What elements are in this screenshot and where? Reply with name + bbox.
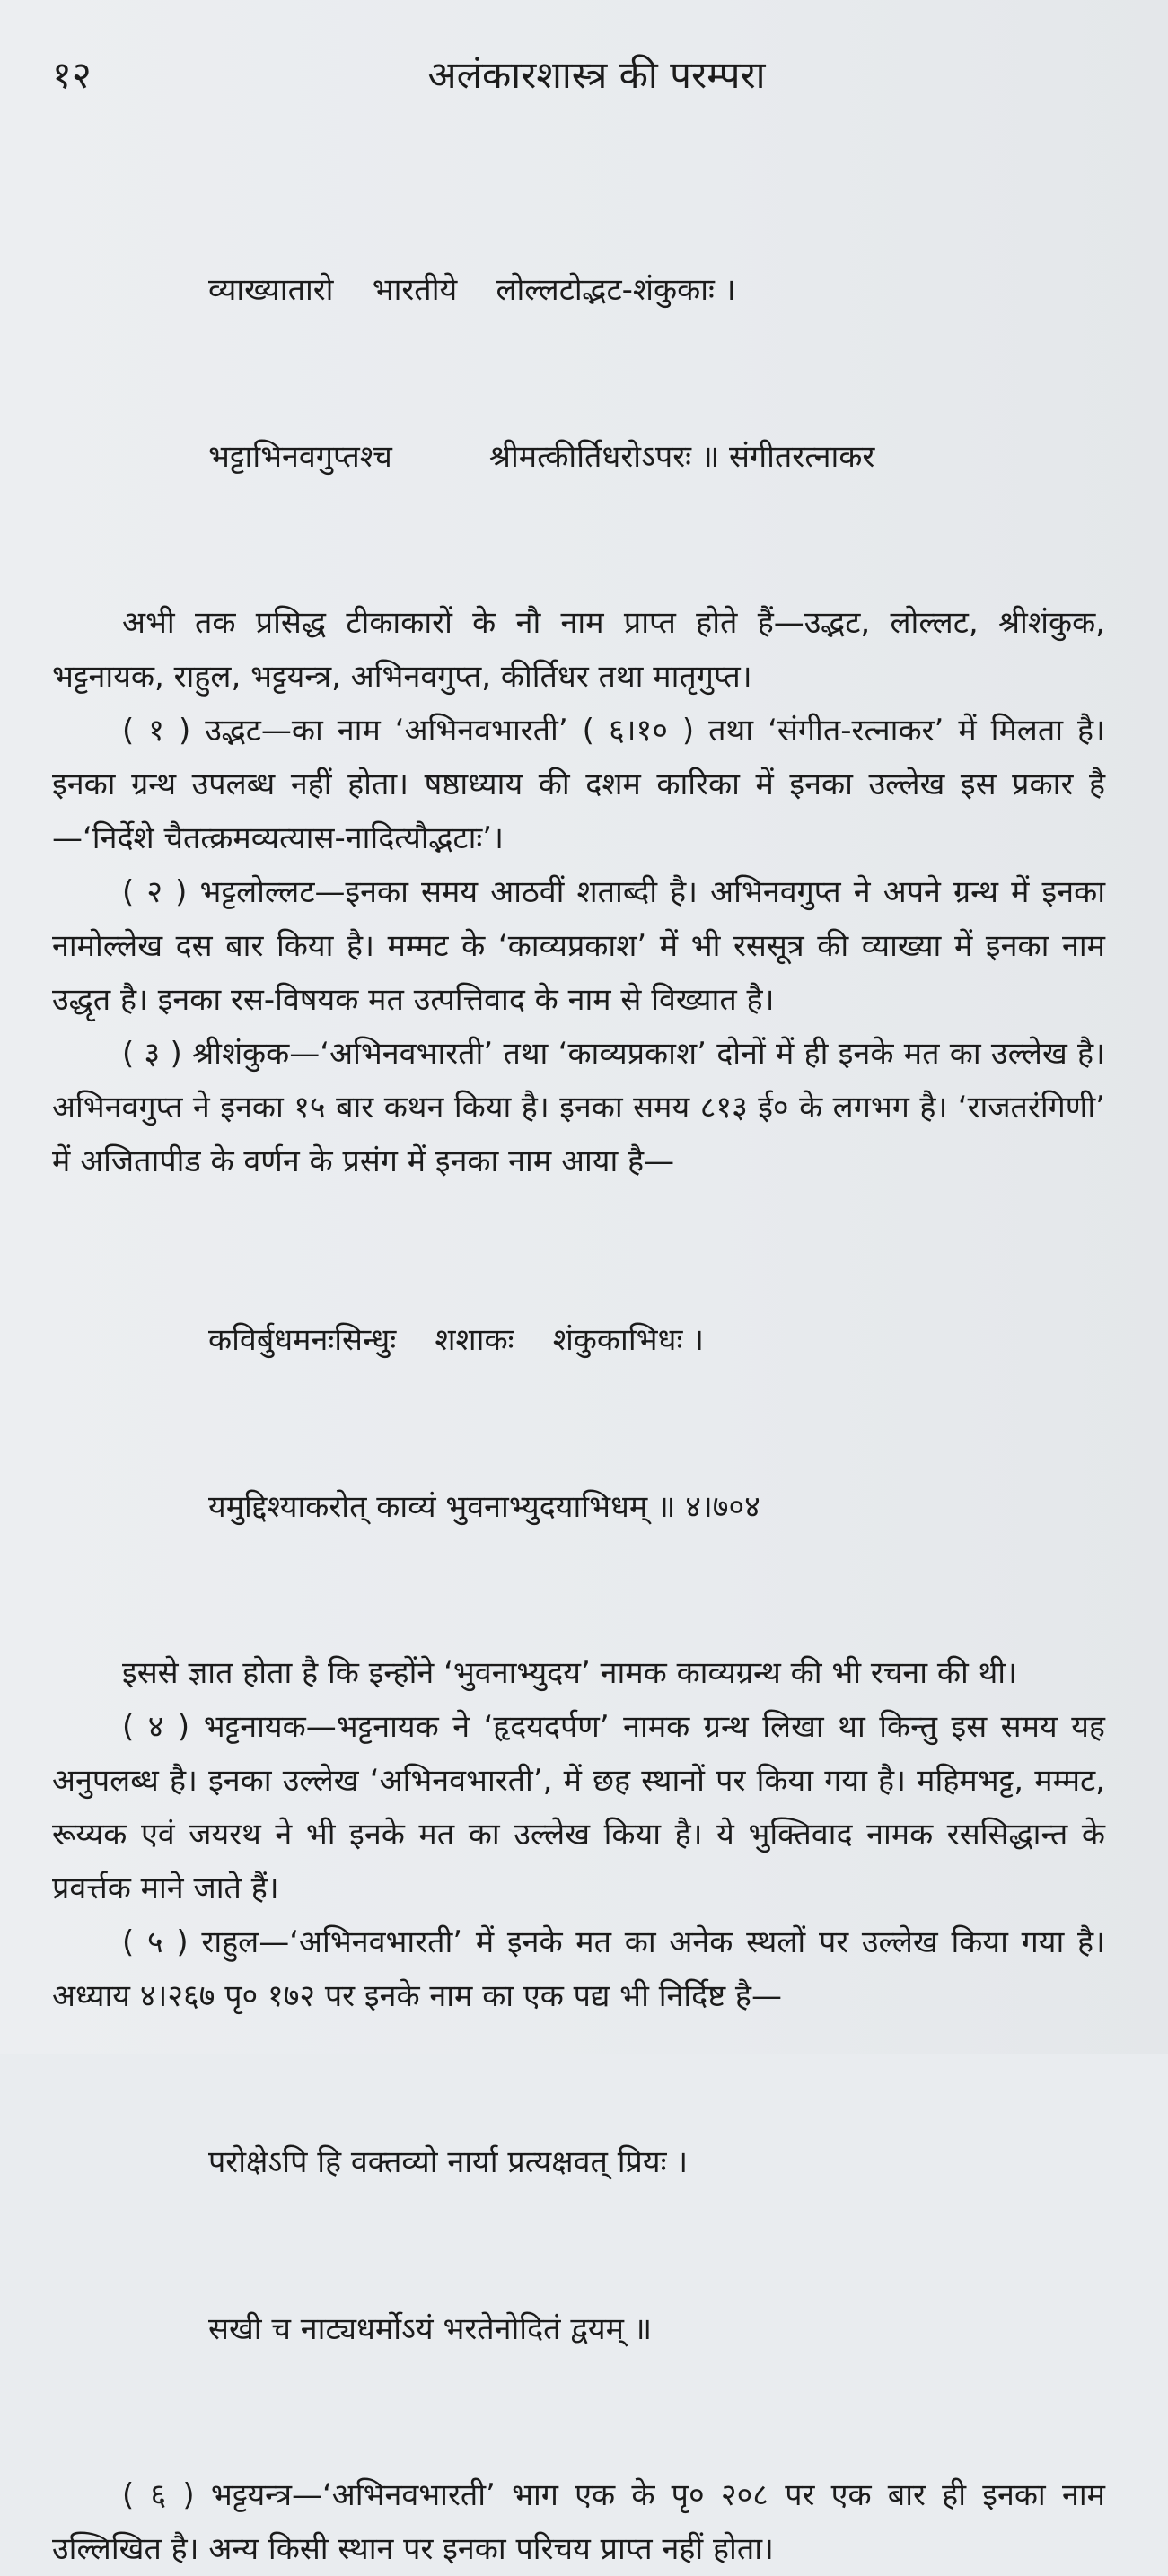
verse-block-rahula bbox=[52, 2023, 1105, 2468]
verse-line: परोक्षेऽपि हि वक्तव्यो नार्या प्रत्यक्षवत् प्रियः । bbox=[208, 2144, 689, 2180]
intro-paragraph: अभी तक प्रसिद्ध टीकाकारों के नौ नाम प्राप्त होते हैं—उद्भट, लोल्लट, श्रीशंकुक, भट्टनायक, राहुल, भट्टयन्त्र, अभिनवगुप्त, कीर्तिधर तथा मातृगुप्त। bbox=[52, 605, 1105, 695]
verse-line: कविर्बुधमनःसिन्धुः शशाकः शंकुकाभिधः । bbox=[208, 1322, 705, 1358]
page-number: १२ bbox=[52, 53, 92, 97]
verse-block-rajatarangini bbox=[52, 1201, 1105, 1646]
paragraph-shrishankuka: ( ३ ) श्रीशंकुक—‘अभिनवभारती’ तथा ‘काव्यप्रकाश’ दोनों में ही इनके मत का उल्लेख है। अभिनवगुप्त ने इनका १५ बार कथन किया है। इनका समय ८१३ ई० के लगभग है। ‘राजतरंगिणी’ में अजितापीड के वर्णन के प्रसंग में इनका नाम आया है— bbox=[52, 1036, 1105, 1179]
verse-line: यमुद्दिश्याकरोत् काव्यं भुवनाभ्युदयाभिधम् ॥ ४।७०४ bbox=[208, 1489, 760, 1525]
verse-line: भट्टाभिनवगुप्तश्च श्रीमत्कीर्तिधरोऽपरः ॥ संगीतरत्नाकर bbox=[208, 439, 875, 475]
paragraph-rahula: ( ५ ) राहुल—‘अभिनवभारती’ में इनके मत का अनेक स्थलों पर उल्लेख किया गया है। अध्याय ४।२६७ पृ० १७२ पर इनके नाम का एक पद्य भी निर्दिष्ट है— bbox=[52, 1924, 1105, 2014]
page-header bbox=[52, 50, 1105, 104]
verse-block-sangitaratnakara bbox=[52, 151, 1105, 596]
verse-line: व्याख्यातारो भारतीये लोल्लटोद्भट-शंकुकाः । bbox=[208, 272, 736, 308]
verse-line: सखी च नाट्यधर्मोऽयं भरतेनोदितं द्वयम् ॥ bbox=[208, 2311, 653, 2347]
paragraph-bhattanayaka: ( ४ ) भट्टनायक—भट्टनायक ने ‘हृदयदर्पण’ नामक ग्रन्थ लिखा था किन्तु इस समय यह अनुपलब्ध है। इनका उल्लेख ‘अभिनवभारती’, में छह स्थानों पर किया गया है। महिमभट्ट, मम्मट, रूय्यक एवं जयरथ ने भी इनके मत का उल्लेख किया है। ये भुक्तिवाद नामक रससिद्धान्त के प्रवर्त्तक माने जाते हैं। bbox=[52, 1709, 1105, 1906]
paragraph-udbhata: ( १ ) उद्भट—का नाम ‘अभिनवभारती’ ( ६।१० ) तथा ‘संगीत-रत्नाकर’ में मिलता है। इनका ग्रन्थ उपलब्ध नहीं होता। षष्ठाध्याय की दशम कारिका में इनका उल्लेख इस प्रकार है—‘निर्देशे चैतत्क्रमव्यत्यास-नादित्यौद्भटाः’। bbox=[52, 713, 1105, 856]
paragraph-bhattalollata: ( २ ) भट्टलोल्लट—इनका समय आठवीं शताब्दी है। अभिनवगुप्त ने अपने ग्रन्थ में इनका नामोल्लेख दस बार किया है। मम्मट के ‘काव्यप्रकाश’ में भी रससूत्र की व्याख्या में इनका नाम उद्धृत है। इनका रस-विषयक मत उत्पत्तिवाद के नाम से विख्यात है। bbox=[52, 874, 1105, 1018]
paragraph-bhattayantra: ( ६ ) भट्टयन्त्र—‘अभिनवभारती’ भाग एक के पृ० २०८ पर एक बार ही इनका नाम उल्लिखित है। अन्य किसी स्थान पर इनका परिचय प्राप्त नहीं होता। bbox=[52, 2477, 1105, 2567]
running-title: अलंकारशास्त्र की परम्परा bbox=[427, 53, 766, 97]
paragraph-bhuvanabhyudaya: इससे ज्ञात होता है कि इन्होंने ‘भुवनाभ्युदय’ नामक काव्यग्रन्थ की भी रचना की थी। bbox=[122, 1655, 1017, 1691]
